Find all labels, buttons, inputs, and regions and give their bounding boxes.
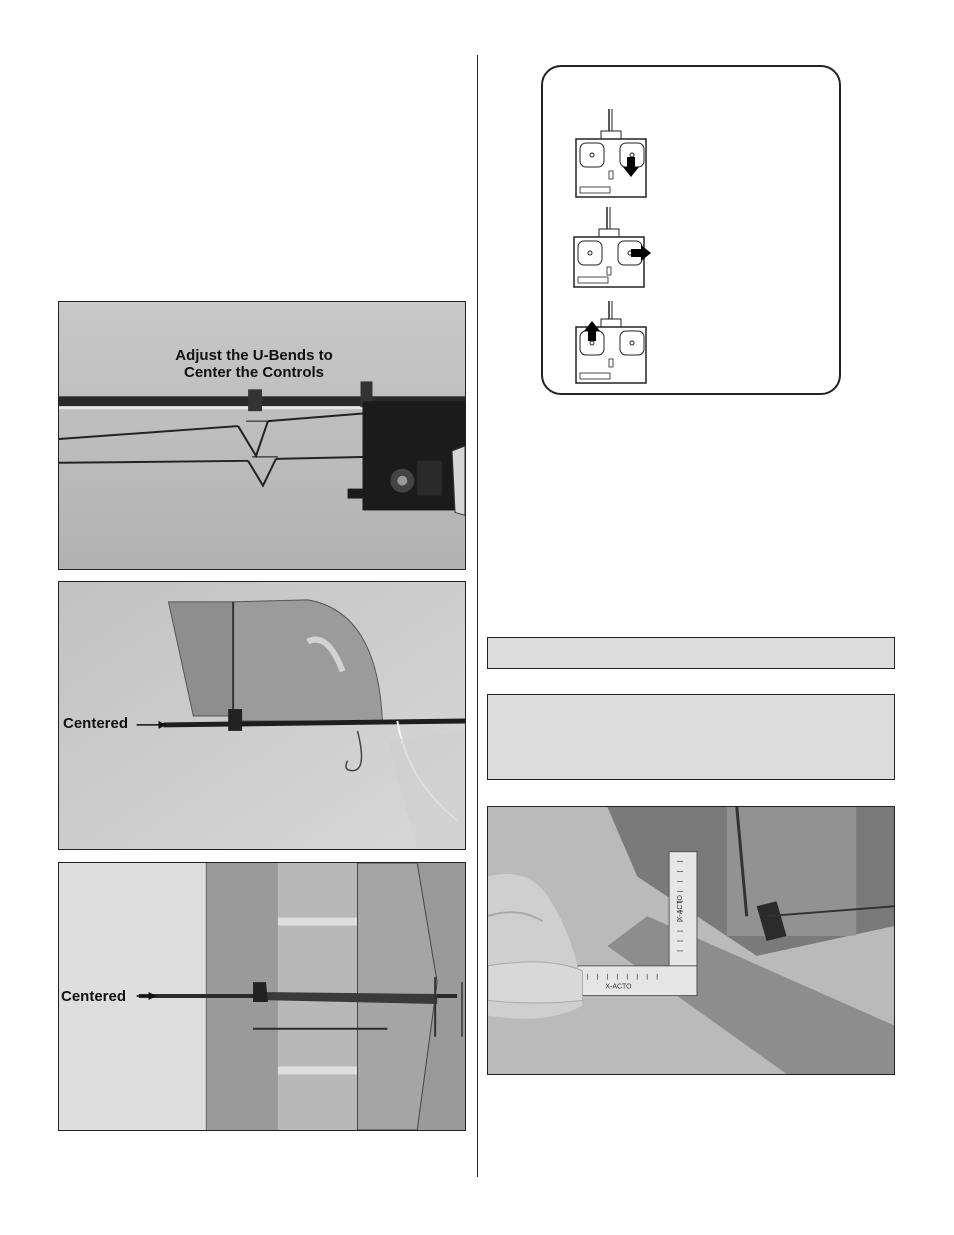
pushrod-photo-image	[59, 302, 465, 569]
square-photo-image	[488, 807, 894, 1074]
transmitter-icon	[575, 109, 647, 199]
transmitter-icon	[575, 301, 647, 385]
label-line-1: Adjust the U-Bends to	[175, 347, 333, 364]
label-line-2: Center the Controls	[183, 364, 324, 381]
ruler-horizontal-text: X-ACTO	[605, 983, 632, 991]
transmitter-diagram-panel	[541, 65, 841, 395]
elevator-photo-label: Centered	[61, 988, 127, 1005]
column-divider	[477, 55, 478, 1177]
square-measure-photo	[487, 806, 895, 1075]
transmitter-up-diagram	[575, 301, 647, 385]
gray-note-box-large	[487, 694, 895, 780]
elevator-centered-photo	[58, 862, 466, 1131]
ruler-vertical-text: X-ACTO	[677, 895, 685, 922]
rudder-photo-label: Centered	[63, 715, 129, 732]
pushrod-photo-label	[159, 347, 349, 381]
transmitter-down-diagram	[575, 109, 647, 199]
transmitter-right-diagram	[573, 207, 653, 297]
rudder-centered-photo	[58, 581, 466, 850]
pushrod-ubend-photo	[58, 301, 466, 570]
transmitter-icon	[573, 207, 653, 297]
gray-note-box-small	[487, 637, 895, 669]
